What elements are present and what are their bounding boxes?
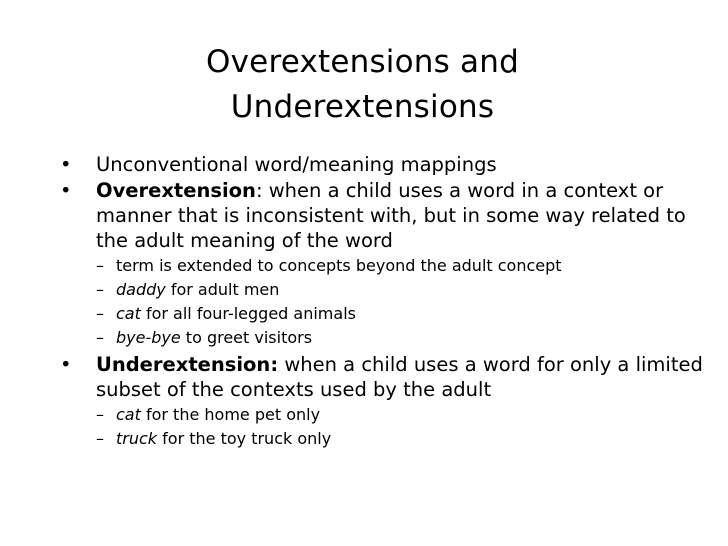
dash-marker: – xyxy=(96,405,104,424)
slide-content xyxy=(60,152,715,453)
sub-item-text: term is extended to concepts beyond the adult concept xyxy=(116,256,562,275)
sub-item-emphasis: cat xyxy=(116,304,141,323)
bullet-marker: • xyxy=(60,353,72,376)
bullet-text: : when a child uses a word in a context or manner that is inconsistent with, but in some way related to the adult meaning of the word xyxy=(96,179,686,252)
bullet-marker: • xyxy=(60,179,72,202)
sub-item-text: to greet visitors xyxy=(180,328,313,347)
sub-item-text: for the home pet only xyxy=(140,405,321,424)
bullet-item xyxy=(60,152,715,177)
sub-item-emphasis: truck xyxy=(116,429,158,448)
sub-item xyxy=(60,278,715,302)
sub-item-text: for all four-legged animals xyxy=(140,304,356,323)
sub-item xyxy=(60,427,715,451)
sub-item-text: for adult men xyxy=(165,280,280,299)
dash-marker: – xyxy=(96,328,104,347)
sub-item-emphasis: daddy xyxy=(116,280,166,299)
sub-item-text: for the toy truck only xyxy=(157,429,332,448)
title-line-1: Overextensions and xyxy=(206,44,519,80)
bullet-marker: • xyxy=(60,153,72,176)
dash-marker: – xyxy=(96,304,104,323)
sub-item-emphasis: bye-bye xyxy=(116,328,181,347)
bullet-term: Overextension xyxy=(96,179,256,202)
bullet-text: when a child uses a word for only a limited subset of the contexts used by the adult xyxy=(96,353,703,401)
bullet-item xyxy=(60,178,715,253)
slide-title xyxy=(130,40,595,130)
sub-list xyxy=(60,254,715,350)
sub-item xyxy=(60,254,715,278)
dash-marker: – xyxy=(96,429,104,448)
bullet-item xyxy=(60,352,715,402)
bullet-term: Underextension: xyxy=(96,353,279,376)
sub-item xyxy=(60,403,715,427)
dash-marker: – xyxy=(96,256,104,275)
sub-item xyxy=(60,302,715,326)
sub-item-emphasis: cat xyxy=(116,405,141,424)
dash-marker: – xyxy=(96,280,104,299)
title-line-2: Underextensions xyxy=(230,89,495,125)
bullet-text: Unconventional word/meaning mappings xyxy=(96,153,497,176)
sub-item xyxy=(60,326,715,350)
sub-list xyxy=(60,403,715,451)
